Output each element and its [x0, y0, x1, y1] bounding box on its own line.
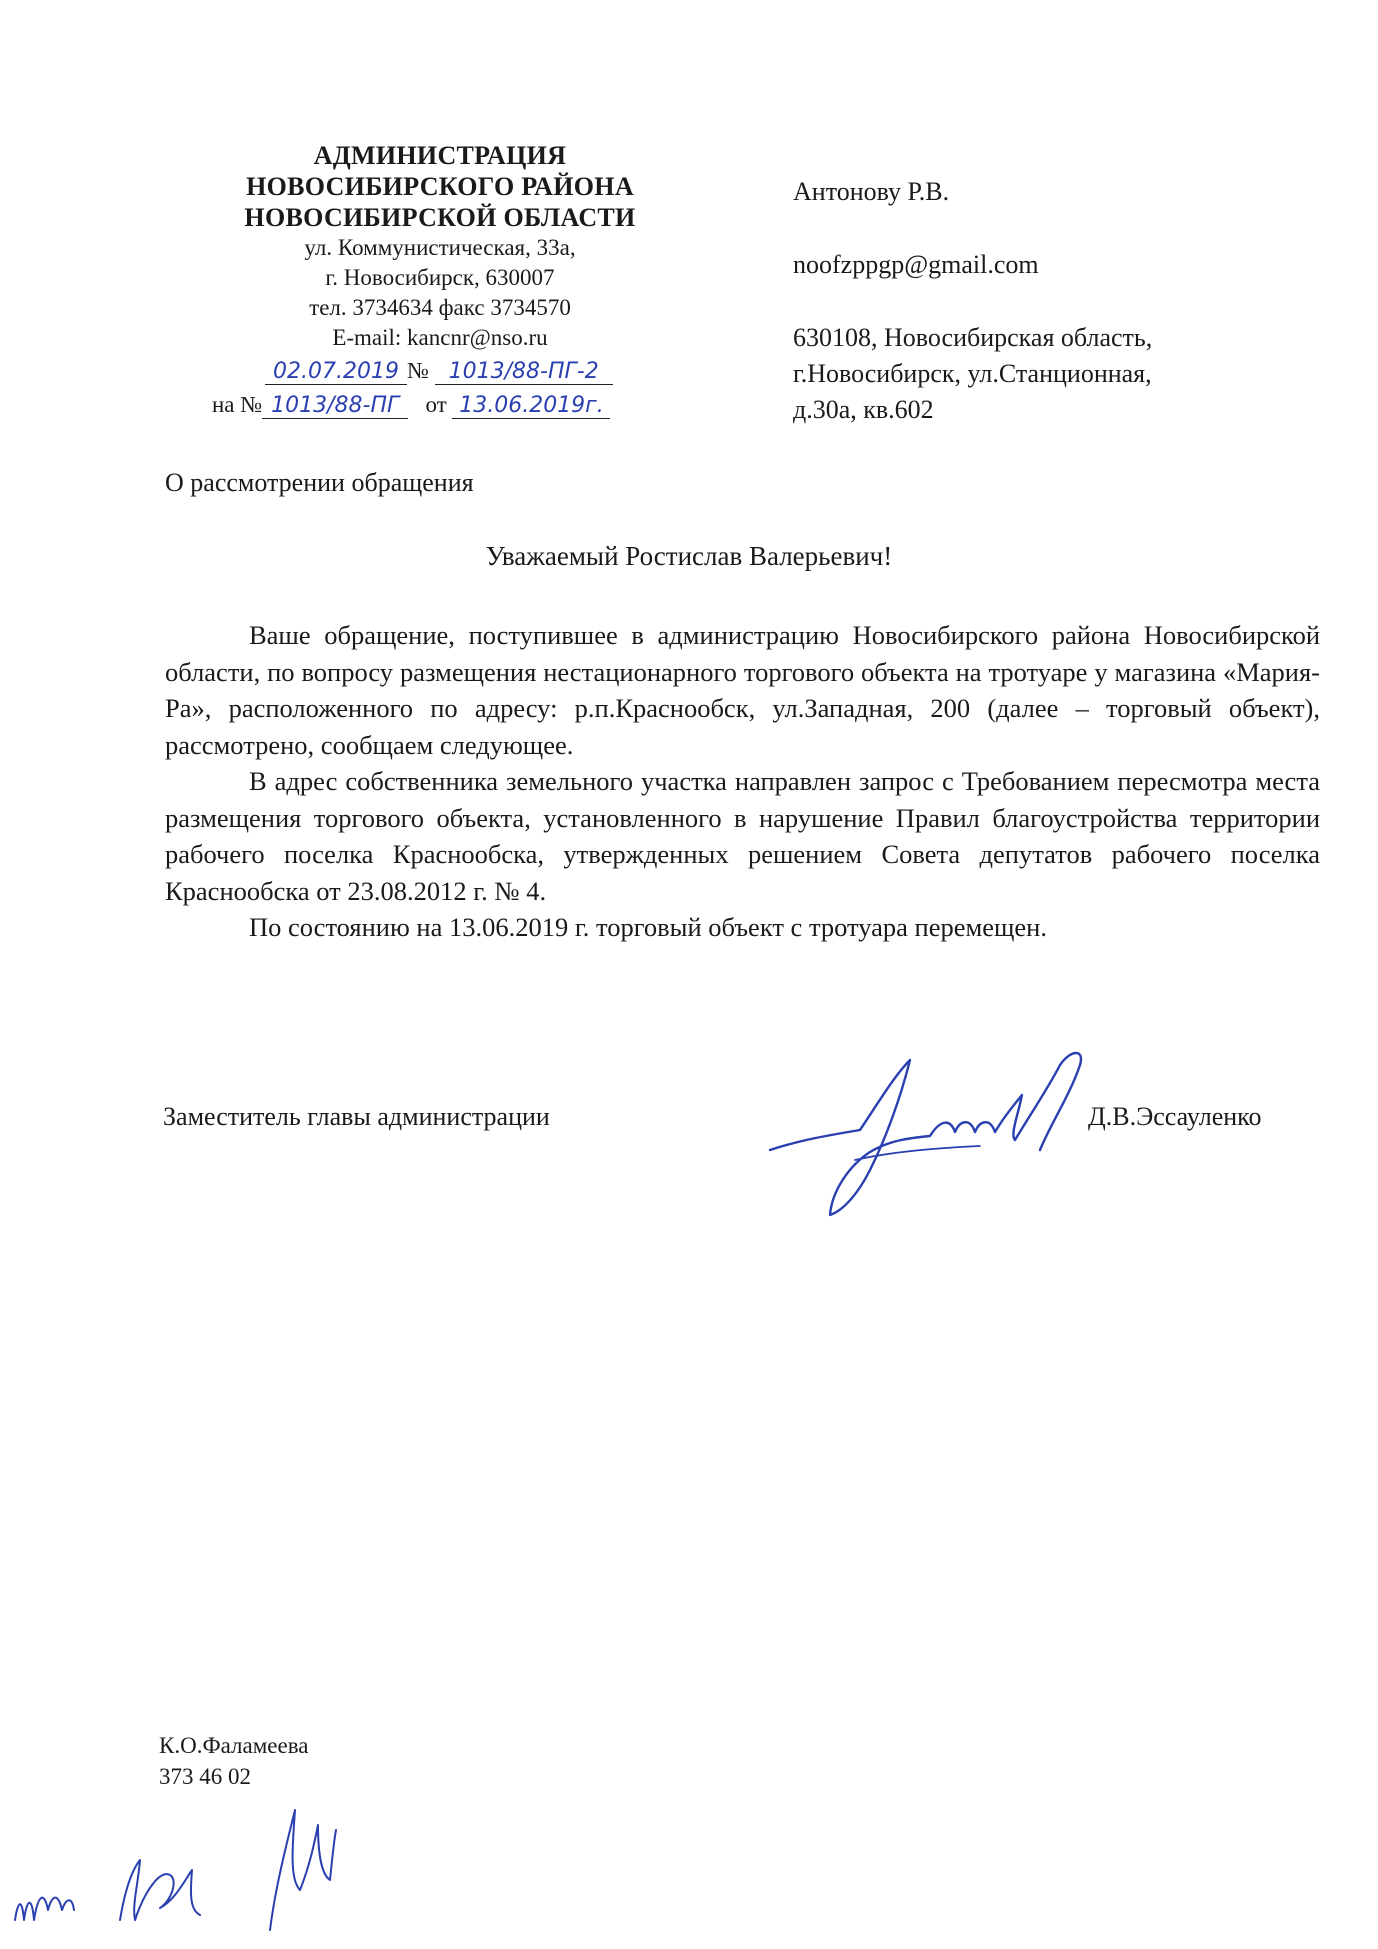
approval-initials — [0, 1770, 340, 1940]
org-phone-line: тел. 3734634 факс 3734570 — [309, 295, 571, 320]
executor-phone: 373 46 02 — [159, 1764, 251, 1789]
recipient-address-line-3: д.30а, кв.602 — [793, 395, 934, 424]
recipient-email: noofzppgp@gmail.com — [793, 250, 1039, 279]
signatory-title: Заместитель главы администрации — [163, 1102, 550, 1131]
recipient-address-line-1: 630108, Новосибирская область, — [793, 323, 1153, 352]
outgoing-date: 02.07.2019 — [265, 359, 407, 385]
reply-from: от — [425, 392, 447, 417]
org-address-line-2: г. Новосибирск, 630007 — [325, 265, 555, 290]
reply-prefix: на — [212, 392, 235, 417]
outgoing-number: 1013/88-ПГ-2 — [435, 359, 613, 385]
greeting: Уважаемый Ростислав Валерьевич! — [485, 541, 893, 571]
reply-number-sign: № — [240, 392, 263, 417]
subject-line: О рассмотрении обращения — [165, 468, 474, 497]
recipient-address-line-2: г.Новосибирск, ул.Станционная, — [793, 359, 1152, 388]
reply-date: 13.06.2019г. — [452, 393, 610, 419]
letterhead — [190, 140, 690, 353]
executor-name: К.О.Фаламеева — [159, 1733, 309, 1758]
reply-number: 1013/88-ПГ — [262, 393, 408, 419]
org-email-line: E-mail: kancnr@nso.ru — [332, 325, 548, 350]
recipient-address — [793, 320, 1152, 428]
body-paragraph-2: В адрес собственника земельного участка направлен запрос с Требованием пересмотра места размещения торгового объекта, установленного в нарушение Правил благоустройства территории рабочего поселка Краснообска, утвержденных решением Совета депутатов рабочего поселка Краснообска от 23.08.2012 г. № 4. — [165, 766, 1320, 906]
body-paragraph-3: По состоянию на 13.06.2019 г. торговый объект с тротуара перемещен. — [249, 912, 1047, 942]
recipient-name: Антонову Р.В. — [793, 177, 950, 206]
org-name-line-1: АДМИНИСТРАЦИЯ — [313, 141, 567, 170]
body-paragraph-1: Ваше обращение, поступившее в администрацию Новосибирского района Новосибирской области, по вопросу размещения нестационарного торгового объекта на тротуаре у магазина «Мария-Ра», расположенного по адресу: р.п.Краснообск, ул.Западная, 200 (далее – торговый объект), рассмотрено, сообщаем следующее. — [165, 620, 1320, 760]
org-address-line-1: ул. Коммунистическая, 33а, — [304, 235, 576, 260]
letter-body — [165, 617, 1320, 946]
org-name-line-3: НОВОСИБИРСКОЙ ОБЛАСТИ — [244, 203, 636, 232]
reply-registration — [212, 392, 610, 419]
outgoing-registration — [265, 358, 613, 385]
number-sign: № — [407, 358, 429, 383]
signatory-name: Д.В.Эссауленко — [1088, 1102, 1262, 1131]
org-name-line-2: НОВОСИБИРСКОГО РАЙОНА — [246, 172, 634, 201]
handwritten-signature — [760, 1040, 1090, 1230]
